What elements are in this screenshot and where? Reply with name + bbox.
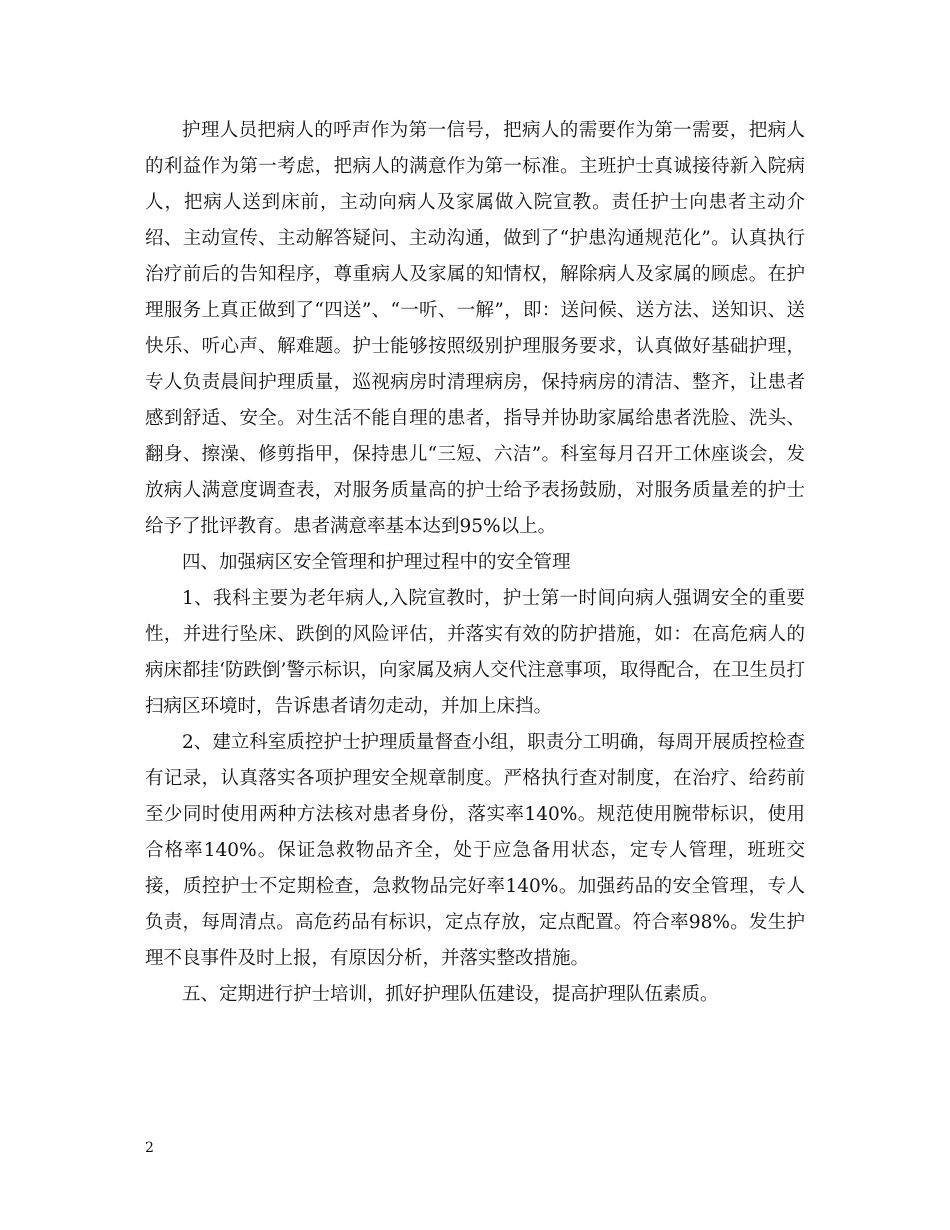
paragraph-quality-control: 2、建立科室质控护士护理质量督查小组，职责分工明确，每周开展质控检查有记录，认真落实各项护理安全规章制度。严格执行查对制度，在治疗、给药前至少同时使用两种方法核对患者身份，落实率140%。规范使用腕带标识，使用合格率140%。保证急救物品齐全，处于应急备用状态，定专人管理，班班交接，质控护士不定期检查，急救物品完好率140%。加强药品的安全管理，专人负责，每周清点。高危药品有标识，定点存放，定点配置。符合率98%。发生护理不良事件及时上报，有原因分析，并落实整改措施。 bbox=[145, 732, 805, 969]
page-number: 2 bbox=[145, 1140, 154, 1156]
document-body bbox=[145, 113, 805, 1013]
section-heading-nurse-training: 五、定期进行护士培训，抓好护理队伍建设，提高护理队伍素质。 bbox=[182, 984, 719, 1005]
section-heading-safety-management: 四、加强病区安全管理和护理过程中的安全管理 bbox=[182, 552, 571, 573]
paragraph-nursing-service: 护理人员把病人的呼声作为第一信号，把病人的需要作为第一需要，把病人的利益作为第一考虑，把病人的满意作为第一标准。主班护士真诚接待新入院病人，把病人送到床前，主动向病人及家属做入院宣教。责任护士向患者主动介绍、主动宣传、主动解答疑问、主动沟通，做到了“护患沟通规范化”。认真执行治疗前后的告知程序，尊重病人及家属的知情权，解除病人及家属的顾虑。在护理服务上真正做到了“四送”、“一听、一解”，即：送问候、送方法、送知识、送快乐、听心声、解难题。护士能够按照级别护理服务要求，认真做好基础护理，专人负责晨间护理质量，巡视病房时清理病房，保持病房的清洁、整齐，让患者感到舒适、安全。对生活不能自理的患者，指导并协助家属给患者洗脸、洗头、翻身、擦澡、修剪指甲，保持患儿“三短、六洁”。科室每月召开工休座谈会，发放病人满意度调查表，对服务质量高的护士给予表扬鼓励，对服务质量差的护士给予了批评教育。患者满意率基本达到95%以上。 bbox=[145, 120, 805, 537]
paragraph-fall-prevention: 1、我科主要为老年病人,入院宣教时，护士第一时间向病人强调安全的重要性，并进行坠床、跌倒的风险评估，并落实有效的防护措施，如：在高危病人的病床都挂‘防跌倒’警示标识，向家属及病人交代注意事项，取得配合，在卫生员打扫病区环境时，告诉患者请勿走动，并加上床挡。 bbox=[145, 588, 805, 717]
